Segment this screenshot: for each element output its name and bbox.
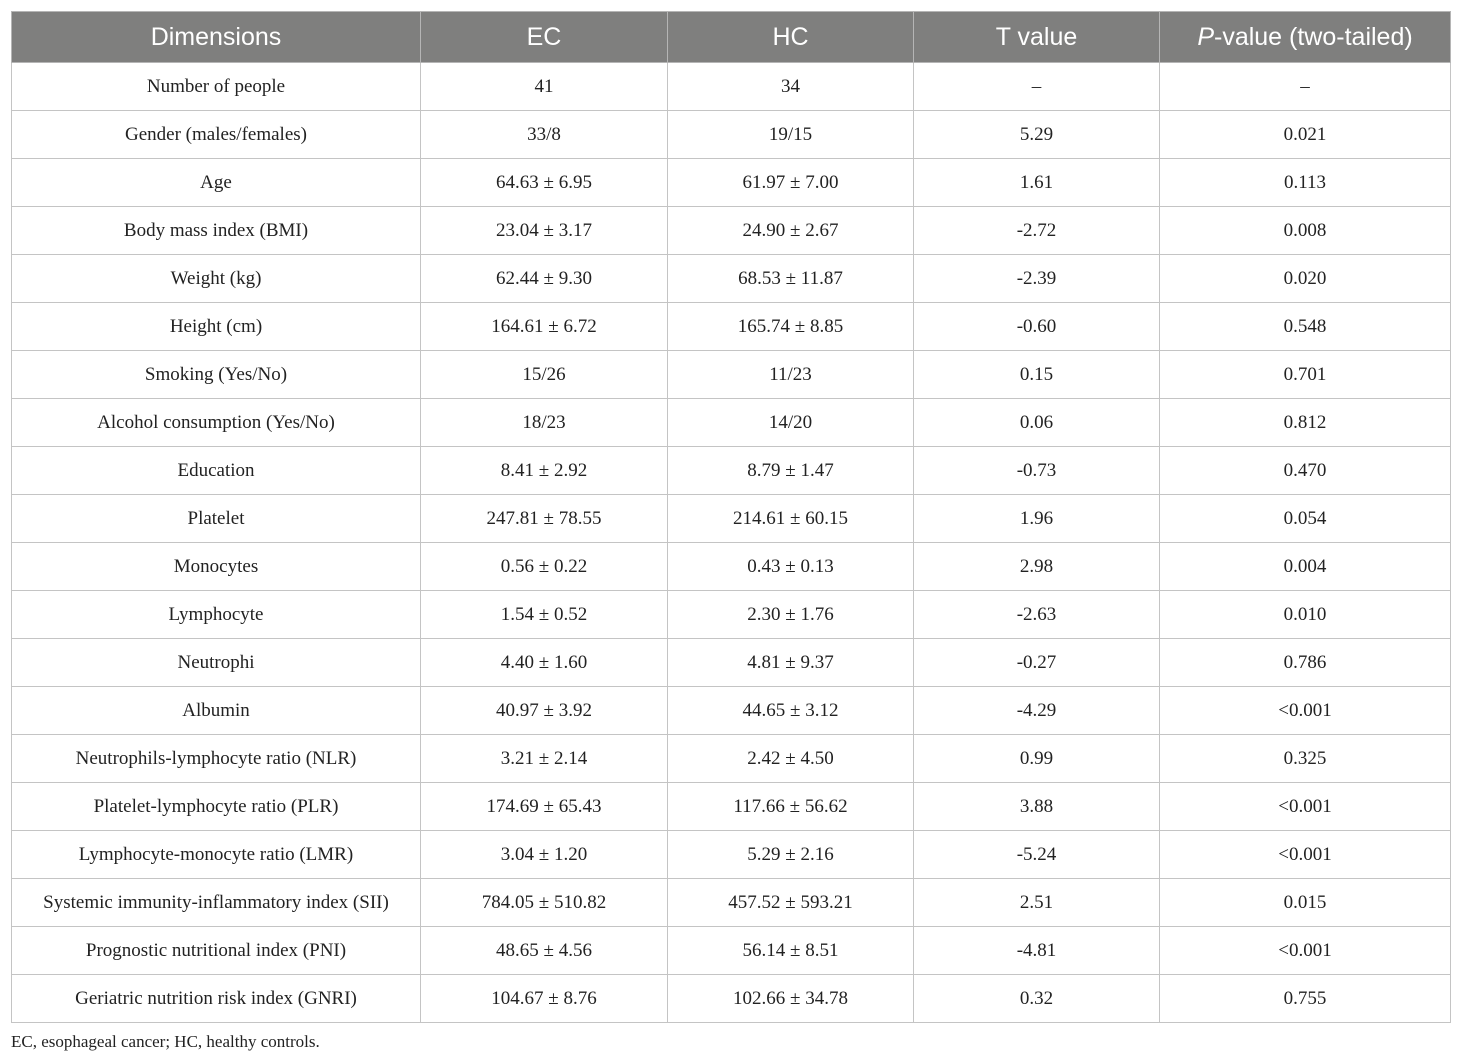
- t-value-cell: 3.88: [914, 783, 1160, 831]
- p-value-cell: 0.325: [1160, 735, 1451, 783]
- p-value-cell: 0.755: [1160, 975, 1451, 1023]
- t-value-cell: -4.29: [914, 687, 1160, 735]
- dimension-cell: Platelet-lymphocyte ratio (PLR): [12, 783, 421, 831]
- ec-value-cell: 18/23: [421, 399, 668, 447]
- ec-value-cell: 41: [421, 63, 668, 111]
- p-value-cell: 0.020: [1160, 255, 1451, 303]
- table-row: [12, 879, 1451, 927]
- ec-value-cell: 3.04 ± 1.20: [421, 831, 668, 879]
- ec-value-cell: 15/26: [421, 351, 668, 399]
- p-value-cell: <0.001: [1160, 783, 1451, 831]
- dimension-cell: Age: [12, 159, 421, 207]
- hc-value-cell: 4.81 ± 9.37: [668, 639, 914, 687]
- p-value-cell: <0.001: [1160, 927, 1451, 975]
- hc-value-cell: 214.61 ± 60.15: [668, 495, 914, 543]
- ec-value-cell: 8.41 ± 2.92: [421, 447, 668, 495]
- t-value-cell: -4.81: [914, 927, 1160, 975]
- p-value-cell: <0.001: [1160, 687, 1451, 735]
- dimension-cell: Monocytes: [12, 543, 421, 591]
- table-row: [12, 687, 1451, 735]
- dimension-cell: Neutrophi: [12, 639, 421, 687]
- dimension-cell: Prognostic nutritional index (PNI): [12, 927, 421, 975]
- ec-value-cell: 64.63 ± 6.95: [421, 159, 668, 207]
- header-dimensions: Dimensions: [12, 12, 421, 63]
- dimension-cell: Weight (kg): [12, 255, 421, 303]
- hc-value-cell: 2.30 ± 1.76: [668, 591, 914, 639]
- t-value-cell: 2.98: [914, 543, 1160, 591]
- dimension-cell: Platelet: [12, 495, 421, 543]
- p-value-cell: 0.054: [1160, 495, 1451, 543]
- ec-value-cell: 784.05 ± 510.82: [421, 879, 668, 927]
- table-body: [12, 63, 1451, 1023]
- dimension-cell: Education: [12, 447, 421, 495]
- table-row: [12, 927, 1451, 975]
- table-row: [12, 111, 1451, 159]
- t-value-cell: -2.39: [914, 255, 1160, 303]
- p-value-cell: 0.021: [1160, 111, 1451, 159]
- p-value-cell: 0.015: [1160, 879, 1451, 927]
- hc-value-cell: 5.29 ± 2.16: [668, 831, 914, 879]
- dimension-cell: Alcohol consumption (Yes/No): [12, 399, 421, 447]
- ec-value-cell: 1.54 ± 0.52: [421, 591, 668, 639]
- p-value-cell: 0.010: [1160, 591, 1451, 639]
- p-value-cell: –: [1160, 63, 1451, 111]
- p-value-cell: 0.470: [1160, 447, 1451, 495]
- table-row: [12, 303, 1451, 351]
- table-row: [12, 447, 1451, 495]
- ec-value-cell: 164.61 ± 6.72: [421, 303, 668, 351]
- p-value-cell: 0.113: [1160, 159, 1451, 207]
- p-value-cell: 0.786: [1160, 639, 1451, 687]
- hc-value-cell: 11/23: [668, 351, 914, 399]
- header-p-value-italic: P: [1197, 22, 1214, 51]
- table-row: [12, 351, 1451, 399]
- dimension-cell: Lymphocyte: [12, 591, 421, 639]
- table-row: [12, 399, 1451, 447]
- ec-value-cell: 104.67 ± 8.76: [421, 975, 668, 1023]
- table-row: [12, 831, 1451, 879]
- dimension-cell: Height (cm): [12, 303, 421, 351]
- table-row: [12, 735, 1451, 783]
- data-table-container: [11, 11, 1450, 1023]
- table-header: [12, 12, 1451, 63]
- hc-value-cell: 56.14 ± 8.51: [668, 927, 914, 975]
- ec-value-cell: 174.69 ± 65.43: [421, 783, 668, 831]
- p-value-cell: 0.812: [1160, 399, 1451, 447]
- t-value-cell: 5.29: [914, 111, 1160, 159]
- t-value-cell: 0.06: [914, 399, 1160, 447]
- table-row: [12, 207, 1451, 255]
- header-hc: HC: [668, 12, 914, 63]
- hc-value-cell: 457.52 ± 593.21: [668, 879, 914, 927]
- t-value-cell: –: [914, 63, 1160, 111]
- t-value-cell: 0.32: [914, 975, 1160, 1023]
- hc-value-cell: 0.43 ± 0.13: [668, 543, 914, 591]
- table-row: [12, 495, 1451, 543]
- hc-value-cell: 44.65 ± 3.12: [668, 687, 914, 735]
- dimension-cell: Geriatric nutrition risk index (GNRI): [12, 975, 421, 1023]
- t-value-cell: 1.96: [914, 495, 1160, 543]
- table-row: [12, 63, 1451, 111]
- dimension-cell: Neutrophils-lymphocyte ratio (NLR): [12, 735, 421, 783]
- p-value-cell: 0.701: [1160, 351, 1451, 399]
- hc-value-cell: 117.66 ± 56.62: [668, 783, 914, 831]
- table-row: [12, 255, 1451, 303]
- ec-value-cell: 0.56 ± 0.22: [421, 543, 668, 591]
- ec-value-cell: 23.04 ± 3.17: [421, 207, 668, 255]
- p-value-cell: 0.548: [1160, 303, 1451, 351]
- hc-value-cell: 24.90 ± 2.67: [668, 207, 914, 255]
- t-value-cell: -5.24: [914, 831, 1160, 879]
- dimension-cell: Lymphocyte-monocyte ratio (LMR): [12, 831, 421, 879]
- header-p-value: [1160, 12, 1451, 63]
- table-row: [12, 543, 1451, 591]
- t-value-cell: -0.73: [914, 447, 1160, 495]
- t-value-cell: 0.15: [914, 351, 1160, 399]
- dimension-cell: Gender (males/females): [12, 111, 421, 159]
- t-value-cell: -2.72: [914, 207, 1160, 255]
- hc-value-cell: 8.79 ± 1.47: [668, 447, 914, 495]
- t-value-cell: 0.99: [914, 735, 1160, 783]
- t-value-cell: -0.27: [914, 639, 1160, 687]
- dimension-cell: Number of people: [12, 63, 421, 111]
- hc-value-cell: 2.42 ± 4.50: [668, 735, 914, 783]
- ec-value-cell: 62.44 ± 9.30: [421, 255, 668, 303]
- table-row: [12, 159, 1451, 207]
- hc-value-cell: 34: [668, 63, 914, 111]
- dimension-cell: Body mass index (BMI): [12, 207, 421, 255]
- t-value-cell: -2.63: [914, 591, 1160, 639]
- table-row: [12, 783, 1451, 831]
- header-p-value-rest: -value (two-tailed): [1214, 22, 1413, 51]
- table-row: [12, 639, 1451, 687]
- dimension-cell: Albumin: [12, 687, 421, 735]
- header-t-value: T value: [914, 12, 1160, 63]
- ec-value-cell: 3.21 ± 2.14: [421, 735, 668, 783]
- ec-value-cell: 40.97 ± 3.92: [421, 687, 668, 735]
- hc-value-cell: 61.97 ± 7.00: [668, 159, 914, 207]
- hc-value-cell: 68.53 ± 11.87: [668, 255, 914, 303]
- dimension-cell: Smoking (Yes/No): [12, 351, 421, 399]
- p-value-cell: 0.004: [1160, 543, 1451, 591]
- p-value-cell: 0.008: [1160, 207, 1451, 255]
- header-row: [12, 12, 1451, 63]
- ec-value-cell: 33/8: [421, 111, 668, 159]
- table-row: [12, 591, 1451, 639]
- dimension-cell: Systemic immunity-inflammatory index (SII): [12, 879, 421, 927]
- t-value-cell: 1.61: [914, 159, 1160, 207]
- data-table: [11, 11, 1451, 1023]
- hc-value-cell: 165.74 ± 8.85: [668, 303, 914, 351]
- ec-value-cell: 4.40 ± 1.60: [421, 639, 668, 687]
- hc-value-cell: 102.66 ± 34.78: [668, 975, 914, 1023]
- ec-value-cell: 247.81 ± 78.55: [421, 495, 668, 543]
- t-value-cell: -0.60: [914, 303, 1160, 351]
- hc-value-cell: 19/15: [668, 111, 914, 159]
- p-value-cell: <0.001: [1160, 831, 1451, 879]
- header-ec: EC: [421, 12, 668, 63]
- t-value-cell: 2.51: [914, 879, 1160, 927]
- hc-value-cell: 14/20: [668, 399, 914, 447]
- table-footnote: EC, esophageal cancer; HC, healthy controls.: [11, 1032, 320, 1051]
- ec-value-cell: 48.65 ± 4.56: [421, 927, 668, 975]
- table-row: [12, 975, 1451, 1023]
